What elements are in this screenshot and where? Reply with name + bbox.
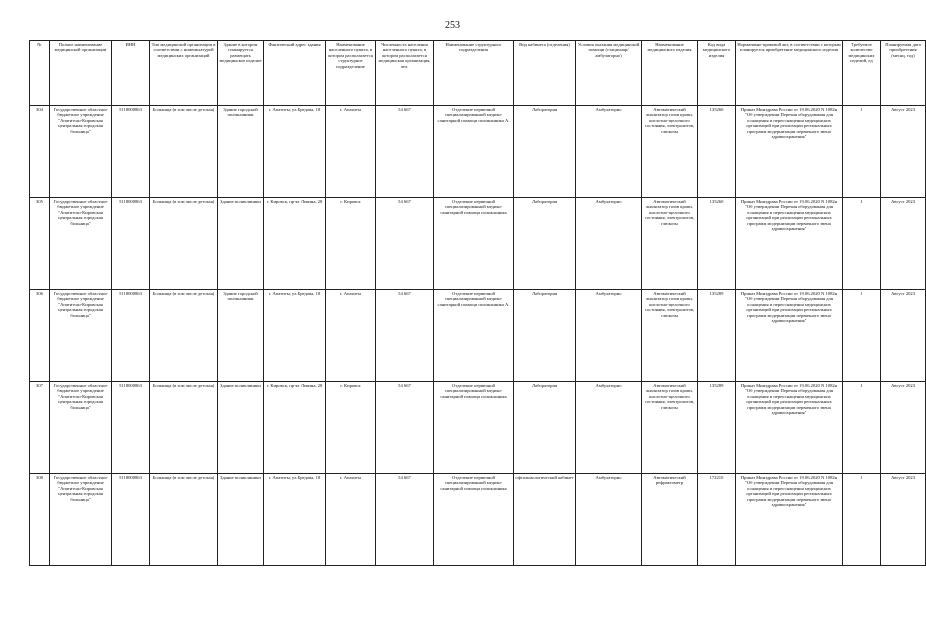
header-cell: Фактический адрес здания — [264, 41, 326, 106]
legal-act: Приказ Минздрава России от 19.06.2020 N 1082н "Об утверждении Перечня оборудования для оснащения и переоснащения медицинских организаций при реализации региональных программ модернизации первичного звена здравоохранения" — [736, 290, 843, 382]
quantity: 1 — [843, 106, 881, 198]
organization-name: Государственное областное бюджетное учреждение "Апатитско-Кировская центральная городская больница" — [50, 106, 112, 198]
page-number: 253 — [445, 20, 460, 31]
row-number: 308 — [30, 474, 50, 566]
table-row — [30, 106, 926, 198]
purchase-date: Август 2023 — [881, 474, 926, 566]
header-cell: Нормативно-правовой акт, в соответствии с которым планируется приобретение медицинского изделия — [736, 41, 843, 106]
device-name: Автоматический рефрактометр — [642, 474, 698, 566]
device-code: 135260 — [698, 106, 736, 198]
table-row — [30, 474, 926, 566]
department: Отделение первичной специализированной медико-санитарной помощи поликлиника А. — [434, 106, 514, 198]
inn: 5118000863 — [112, 198, 150, 290]
address: г. Кировск, пр-кт Ленина, 28 — [264, 382, 326, 474]
header-cell: Тип медицинской организации в соответствии с номенклатурой медицинских организаций — [150, 41, 218, 106]
legal-act: Приказ Минздрава России от 19.06.2020 N 1082н "Об утверждении Перечня оборудования для оснащения и переоснащения медицинских организаций при реализации региональных программ модернизации первичного звена здравоохранения" — [736, 382, 843, 474]
row-number: 306 — [30, 290, 50, 382]
device-code: 135260 — [698, 198, 736, 290]
care-conditions: Амбулаторно — [576, 106, 642, 198]
population: 54 667 — [376, 474, 434, 566]
purchase-date: Август 2023 — [881, 198, 926, 290]
purchase-date: Август 2023 — [881, 382, 926, 474]
header-cell: Наименование медицинского изделия — [642, 41, 698, 106]
inn: 5118000863 — [112, 382, 150, 474]
cabinet-type: офтальмологический кабинет — [514, 474, 576, 566]
organization-type: Больница (в том числе детская) — [150, 474, 218, 566]
row-number: 304 — [30, 106, 50, 198]
header-cell: Здание в котором планируется размещать медицинское изделие — [218, 41, 264, 106]
settlement: г. Апатиты — [326, 290, 376, 382]
building: Здание поликлиники — [218, 474, 264, 566]
header-cell: ИНН — [112, 41, 150, 106]
device-code: 135289 — [698, 290, 736, 382]
settlement: г. Апатиты — [326, 474, 376, 566]
address: г. Апатиты, ул.Бредова, 18 — [264, 290, 326, 382]
device-code: 135289 — [698, 382, 736, 474]
header-cell: Код вида медицинского изделия — [698, 41, 736, 106]
device-name: Автоматический анализатор газов крови, кислотно-щелочного состояния, электролитов, глюкозы — [642, 106, 698, 198]
header-cell: Планируемая дата приобретения (месяц, год) — [881, 41, 926, 106]
device-name: Автоматический анализатор газов крови, кислотно-щелочного состояния, электролитов, глюкозы — [642, 290, 698, 382]
table-header-row — [30, 41, 926, 106]
building: Здание городской поликлиники — [218, 290, 264, 382]
header-cell: № — [30, 41, 50, 106]
address: г. Апатиты, ул.Бредова, 18 — [264, 474, 326, 566]
department: Отделение первичной специализированной медико-санитарной помощи поликлиника — [434, 474, 514, 566]
table-row — [30, 382, 926, 474]
building: Здание поликлиники — [218, 198, 264, 290]
header-cell: Условия оказания медицинской помощи (стационар/амбулаторно) — [576, 41, 642, 106]
purchase-date: Август 2023 — [881, 106, 926, 198]
organization-type: Больница (в том числе детская) — [150, 382, 218, 474]
cabinet-type: Лаборатория — [514, 382, 576, 474]
population: 54 667 — [376, 382, 434, 474]
quantity: 1 — [843, 290, 881, 382]
inn: 5118000863 — [112, 106, 150, 198]
population: 54 667 — [376, 106, 434, 198]
header-cell: Наименование населенного пункта, в котором располагается структурное подразделение — [326, 41, 376, 106]
quantity: 1 — [843, 474, 881, 566]
care-conditions: Амбулаторно — [576, 382, 642, 474]
organization-name: Государственное областное бюджетное учреждение "Апатитско-Кировская центральная городская больница" — [50, 198, 112, 290]
care-conditions: Амбулаторно — [576, 198, 642, 290]
settlement: г. Кировск — [326, 382, 376, 474]
device-name: Автоматический анализатор газов крови, кислотно-щелочного состояния, электролитов, глюкозы — [642, 382, 698, 474]
address: г. Кировск, пр-кт Ленина, 28 — [264, 198, 326, 290]
table-row — [30, 290, 926, 382]
cabinet-type: Лаборатория — [514, 198, 576, 290]
organization-type: Больница (в том числе детская) — [150, 290, 218, 382]
address: г. Апатиты, ул.Бредова, 18 — [264, 106, 326, 198]
settlement: г. Апатиты — [326, 106, 376, 198]
header-cell: Наименование структурного подразделения — [434, 41, 514, 106]
organization-type: Больница (в том числе детская) — [150, 106, 218, 198]
inn: 5118000863 — [112, 290, 150, 382]
population: 54 667 — [376, 290, 434, 382]
department: Отделение первичной специализированной медико-санитарной помощи поликлиника А. — [434, 290, 514, 382]
purchase-date: Август 2023 — [881, 290, 926, 382]
quantity: 1 — [843, 198, 881, 290]
cabinet-type: Лаборатория — [514, 106, 576, 198]
organization-name: Государственное областное бюджетное учреждение "Апатитско-Кировская центральная городская больница" — [50, 382, 112, 474]
row-number: 305 — [30, 198, 50, 290]
header-cell: Вид кабинета (отделения) — [514, 41, 576, 106]
care-conditions: Амбулаторно — [576, 474, 642, 566]
department: Отделение первичной специализированной медико-санитарной помощи поликлиника — [434, 198, 514, 290]
legal-act: Приказ Минздрава России от 19.06.2020 N 1082н "Об утверждении Перечня оборудования для оснащения и переоснащения медицинских организаций при реализации региональных программ модернизации первичного звена здравоохранения" — [736, 106, 843, 198]
building: Здание поликлиники — [218, 382, 264, 474]
organization-name: Государственное областное бюджетное учреждение "Апатитско-Кировская центральная городская больница" — [50, 290, 112, 382]
equipment-table — [29, 40, 926, 566]
header-cell: Требуемое количество медицинских изделий, ед — [843, 41, 881, 106]
legal-act: Приказ Минздрава России от 19.06.2020 N 1082н "Об утверждении Перечня оборудования для оснащения и переоснащения медицинских организаций при реализации региональных программ модернизации первичного звена здравоохранения" — [736, 474, 843, 566]
device-code: 172210 — [698, 474, 736, 566]
cabinet-type: Лаборатория — [514, 290, 576, 382]
organization-type: Больница (в том числе детская) — [150, 198, 218, 290]
device-name: Автоматический анализатор газов крови, кислотно-щелочного состояния, электролитов, глюкозы — [642, 198, 698, 290]
care-conditions: Амбулаторно — [576, 290, 642, 382]
building: Здание городской поликлиники — [218, 106, 264, 198]
table-row — [30, 198, 926, 290]
inn: 5118000863 — [112, 474, 150, 566]
department: Отделение первичной специализированной медико-санитарной помощи поликлиника — [434, 382, 514, 474]
settlement: г. Кировск — [326, 198, 376, 290]
organization-name: Государственное областное бюджетное учреждение "Апатитско-Кировская центральная городская больница" — [50, 474, 112, 566]
quantity: 1 — [843, 382, 881, 474]
header-cell: Численность населения населенного пункта, в котором располагается медицинская организация, чел. — [376, 41, 434, 106]
header-cell: Полное наименование медицинской организации — [50, 41, 112, 106]
population: 54 667 — [376, 198, 434, 290]
row-number: 307 — [30, 382, 50, 474]
legal-act: Приказ Минздрава России от 19.06.2020 N 1082н "Об утверждении Перечня оборудования для оснащения и переоснащения медицинских организаций при реализации региональных программ модернизации первичного звена здравоохранения" — [736, 198, 843, 290]
